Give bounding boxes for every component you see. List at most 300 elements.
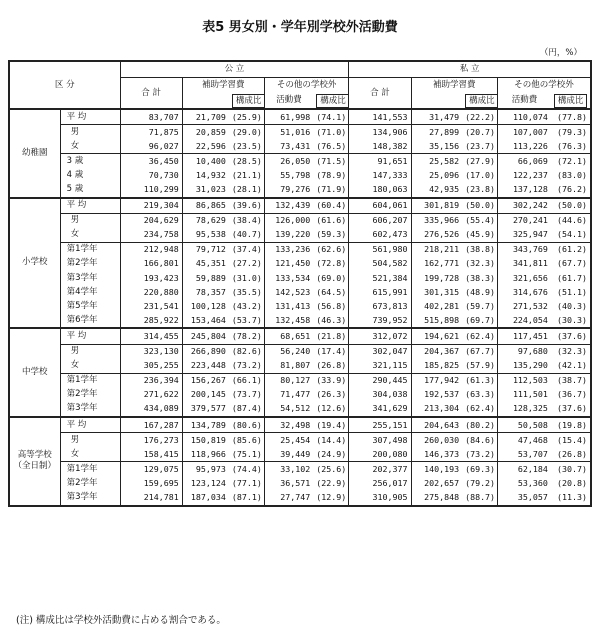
public-tutoring-ratio-cell: (73.2) bbox=[229, 359, 265, 374]
private-other-ratio-cell: (61.2) bbox=[551, 242, 591, 257]
row-label: 第6学年 bbox=[60, 313, 120, 328]
private-tutoring-ratio-cell: (27.9) bbox=[462, 154, 498, 169]
public-other-cell: 81,807 bbox=[264, 359, 313, 374]
row-label: 第2学年 bbox=[60, 257, 120, 271]
private-other-ratio-cell: (32.3) bbox=[551, 344, 591, 359]
row-label: 平 均 bbox=[60, 328, 120, 344]
public-tutoring-ratio-cell: (75.1) bbox=[229, 447, 265, 462]
public-tutoring-cell: 21,709 bbox=[182, 109, 229, 125]
public-other-ratio-cell: (78.9) bbox=[313, 168, 349, 182]
private-other-ratio-cell: (37.6) bbox=[551, 402, 591, 417]
private-tutoring-cell: 202,657 bbox=[411, 476, 462, 490]
table-row bbox=[9, 299, 591, 313]
private-other-ratio-cell: (79.3) bbox=[551, 125, 591, 140]
public-total-cell: 271,622 bbox=[120, 388, 182, 402]
public-other-cell: 133,236 bbox=[264, 242, 313, 257]
private-other-ratio-cell: (30.7) bbox=[551, 462, 591, 477]
private-other-cell: 341,811 bbox=[498, 257, 551, 271]
row-label: 第2学年 bbox=[60, 476, 120, 490]
private-other-cell: 321,656 bbox=[498, 271, 551, 285]
private-tutoring-cell: 335,966 bbox=[411, 213, 462, 228]
table-body bbox=[9, 109, 591, 506]
private-tutoring-cell: 276,526 bbox=[411, 228, 462, 243]
public-tutoring-ratio-cell: (38.4) bbox=[229, 213, 265, 228]
public-other-cell: 79,276 bbox=[264, 182, 313, 197]
public-tutoring-ratio-cell: (43.2) bbox=[229, 299, 265, 313]
table-row bbox=[9, 168, 591, 182]
table-row bbox=[9, 242, 591, 257]
public-other-ratio-cell: (76.5) bbox=[313, 139, 349, 154]
public-tutoring-header: 補助学習費 bbox=[182, 78, 264, 94]
private-tutoring-cell: 260,030 bbox=[411, 433, 462, 448]
private-tutoring-cell: 25,582 bbox=[411, 154, 462, 169]
private-total-cell: 321,115 bbox=[349, 359, 411, 374]
private-other-ratio-cell: (76.3) bbox=[551, 139, 591, 154]
private-tutoring-cell: 218,211 bbox=[411, 242, 462, 257]
public-other-ratio-cell: (71.0) bbox=[313, 125, 349, 140]
public-total-cell: 110,299 bbox=[120, 182, 182, 197]
private-total-cell: 307,498 bbox=[349, 433, 411, 448]
private-total-cell: 341,629 bbox=[349, 402, 411, 417]
private-other-cell: 137,128 bbox=[498, 182, 551, 197]
private-tutoring-ratio-cell: (45.9) bbox=[462, 228, 498, 243]
row-label: 女 bbox=[60, 359, 120, 374]
private-other-ratio-cell: (19.8) bbox=[551, 417, 591, 433]
public-tutoring-ratio-cell: (74.4) bbox=[229, 462, 265, 477]
public-total-cell: 71,875 bbox=[120, 125, 182, 140]
private-tutoring-cell: 204,367 bbox=[411, 344, 462, 359]
public-other-cell: 131,413 bbox=[264, 299, 313, 313]
public-total-cell: 212,948 bbox=[120, 242, 182, 257]
row-label: 男 bbox=[60, 344, 120, 359]
row-label: 第2学年 bbox=[60, 388, 120, 402]
public-total-cell: 36,450 bbox=[120, 154, 182, 169]
private-tutoring-ratio-cell: (50.0) bbox=[462, 198, 498, 214]
private-header: 私 立 bbox=[349, 61, 591, 78]
private-tutoring-cell: 31,479 bbox=[411, 109, 462, 125]
group-label: 小学校 bbox=[9, 198, 60, 329]
private-other-ratio-cell: (50.0) bbox=[551, 198, 591, 214]
private-tutoring-ratio-cell: (69.7) bbox=[462, 313, 498, 328]
private-other-header: その他の学校外 bbox=[498, 78, 591, 94]
private-other-ratio-cell: (37.6) bbox=[551, 328, 591, 344]
public-header: 公 立 bbox=[120, 61, 349, 78]
private-other-cell: 270,241 bbox=[498, 213, 551, 228]
public-tutoring-ratio-cell: (28.5) bbox=[229, 154, 265, 169]
row-label: 第3学年 bbox=[60, 402, 120, 417]
public-other-ratio-cell: (61.6) bbox=[313, 213, 349, 228]
public-other-cell: 33,102 bbox=[264, 462, 313, 477]
public-total-cell: 220,880 bbox=[120, 285, 182, 299]
private-total-cell: 91,651 bbox=[349, 154, 411, 169]
public-other-cell: 80,127 bbox=[264, 373, 313, 388]
row-label: 男 bbox=[60, 213, 120, 228]
private-tutoring-cell: 140,193 bbox=[411, 462, 462, 477]
public-other-ratio-cell: (21.8) bbox=[313, 328, 349, 344]
table-row bbox=[9, 359, 591, 374]
private-total-cell: 200,080 bbox=[349, 447, 411, 462]
group-label: 高等学校 （全日制） bbox=[9, 417, 60, 506]
public-total-cell: 231,541 bbox=[120, 299, 182, 313]
public-other-cell: 39,449 bbox=[264, 447, 313, 462]
private-other-ratio-cell: (40.3) bbox=[551, 299, 591, 313]
public-other-cell: 133,534 bbox=[264, 271, 313, 285]
row-label: 第5学年 bbox=[60, 299, 120, 313]
private-total-cell: 255,151 bbox=[349, 417, 411, 433]
public-tutoring-ratio-cell: (40.7) bbox=[229, 228, 265, 243]
private-other-cell: 314,676 bbox=[498, 285, 551, 299]
public-total-cell: 158,415 bbox=[120, 447, 182, 462]
private-tutoring-ratio-cell: (67.7) bbox=[462, 344, 498, 359]
public-other-ratio-cell: (56.8) bbox=[313, 299, 349, 313]
table-row bbox=[9, 433, 591, 448]
private-total-cell: 302,047 bbox=[349, 344, 411, 359]
table-row bbox=[9, 313, 591, 328]
public-tutoring-cell: 153,464 bbox=[182, 313, 229, 328]
private-tutoring-cell: 162,771 bbox=[411, 257, 462, 271]
private-tutoring-ratio-cell: (57.9) bbox=[462, 359, 498, 374]
private-tutoring-cell: 146,373 bbox=[411, 447, 462, 462]
public-tutoring-cell: 59,889 bbox=[182, 271, 229, 285]
public-total-cell: 214,781 bbox=[120, 490, 182, 505]
public-other-cell: 68,651 bbox=[264, 328, 313, 344]
private-other-ratio-cell: (44.6) bbox=[551, 213, 591, 228]
public-total-cell: 236,394 bbox=[120, 373, 182, 388]
row-label: 男 bbox=[60, 125, 120, 140]
public-total-cell: 285,922 bbox=[120, 313, 182, 328]
private-tutoring-ratio-cell: (32.3) bbox=[462, 257, 498, 271]
public-tutoring-cell: 134,789 bbox=[182, 417, 229, 433]
row-label: 4 歳 bbox=[60, 168, 120, 182]
public-total-cell: 129,075 bbox=[120, 462, 182, 477]
private-tutoring-ratio-cell: (38.3) bbox=[462, 271, 498, 285]
public-other-ratio-cell: (14.4) bbox=[313, 433, 349, 448]
public-tutoring-cell: 150,819 bbox=[182, 433, 229, 448]
public-tutoring-ratio-cell: (39.6) bbox=[229, 198, 265, 214]
private-tutoring-ratio-cell: (80.2) bbox=[462, 417, 498, 433]
row-label: 第4学年 bbox=[60, 285, 120, 299]
public-other-cell: 36,571 bbox=[264, 476, 313, 490]
public-tutoring-ratio-cell: (53.7) bbox=[229, 313, 265, 328]
row-label: 3 歳 bbox=[60, 154, 120, 169]
table-row bbox=[9, 271, 591, 285]
private-other-cell: 224,054 bbox=[498, 313, 551, 328]
private-total-cell: 739,952 bbox=[349, 313, 411, 328]
public-tutoring-ratio-cell: (80.6) bbox=[229, 417, 265, 433]
public-other-ratio-cell: (17.4) bbox=[313, 344, 349, 359]
private-other-ratio-cell: (15.4) bbox=[551, 433, 591, 448]
table-row bbox=[9, 125, 591, 140]
public-total-cell: 314,455 bbox=[120, 328, 182, 344]
public-other-cell: 142,523 bbox=[264, 285, 313, 299]
public-tutoring-ratio-cell: (23.5) bbox=[229, 139, 265, 154]
private-total-cell: 148,382 bbox=[349, 139, 411, 154]
private-tutoring-cell: 42,935 bbox=[411, 182, 462, 197]
table-row bbox=[9, 417, 591, 433]
private-tutoring-cell: 199,728 bbox=[411, 271, 462, 285]
private-tutoring-cell: 301,315 bbox=[411, 285, 462, 299]
private-tutoring-ratio-cell: (79.2) bbox=[462, 476, 498, 490]
row-label: 女 bbox=[60, 447, 120, 462]
public-other-ratio-cell: (19.4) bbox=[313, 417, 349, 433]
public-other-cell: 51,016 bbox=[264, 125, 313, 140]
private-tutoring-ratio-cell: (23.8) bbox=[462, 182, 498, 197]
public-tutoring-ratio-cell: (66.1) bbox=[229, 373, 265, 388]
private-tutoring-ratio-cell: (88.7) bbox=[462, 490, 498, 505]
public-total-cell: 83,707 bbox=[120, 109, 182, 125]
private-tutoring-ratio-cell: (23.7) bbox=[462, 139, 498, 154]
public-other-cell: 126,000 bbox=[264, 213, 313, 228]
table-row bbox=[9, 228, 591, 243]
private-other-cell: 122,237 bbox=[498, 168, 551, 182]
private-total-cell: 673,813 bbox=[349, 299, 411, 313]
public-other-cell: 27,747 bbox=[264, 490, 313, 505]
private-other-cell: 112,503 bbox=[498, 373, 551, 388]
private-other-cell: 66,069 bbox=[498, 154, 551, 169]
private-other-ratio-cell: (72.1) bbox=[551, 154, 591, 169]
private-tutoring-cell: 27,899 bbox=[411, 125, 462, 140]
private-other-cell: 62,184 bbox=[498, 462, 551, 477]
private-other-ratio-cell: (76.2) bbox=[551, 182, 591, 197]
table-row bbox=[9, 373, 591, 388]
private-tutoring-ratio-cell: (59.7) bbox=[462, 299, 498, 313]
row-label: 男 bbox=[60, 433, 120, 448]
private-other-ratio-cell: (61.7) bbox=[551, 271, 591, 285]
private-tutoring-ratio-cell: (61.3) bbox=[462, 373, 498, 388]
activity-expense-table bbox=[8, 60, 592, 507]
row-label: 5 歳 bbox=[60, 182, 120, 197]
private-other-cell: 107,007 bbox=[498, 125, 551, 140]
public-total-cell: 167,287 bbox=[120, 417, 182, 433]
public-other-ratio-cell: (24.9) bbox=[313, 447, 349, 462]
ratio-header: 構成比 bbox=[465, 94, 498, 108]
private-other-cell: 53,707 bbox=[498, 447, 551, 462]
public-other-ratio-cell: (26.3) bbox=[313, 388, 349, 402]
public-other-cell: 26,050 bbox=[264, 154, 313, 169]
private-tutoring-cell: 213,304 bbox=[411, 402, 462, 417]
private-other-ratio-cell: (30.3) bbox=[551, 313, 591, 328]
private-tutoring-ratio-cell: (63.3) bbox=[462, 388, 498, 402]
private-total-cell: 504,582 bbox=[349, 257, 411, 271]
private-other-cell: 325,947 bbox=[498, 228, 551, 243]
public-other-cell: 54,512 bbox=[264, 402, 313, 417]
private-total-cell: 256,017 bbox=[349, 476, 411, 490]
private-total-cell: 310,905 bbox=[349, 490, 411, 505]
private-tutoring-cell: 35,156 bbox=[411, 139, 462, 154]
private-tutoring-cell: 185,825 bbox=[411, 359, 462, 374]
public-total-cell: 434,089 bbox=[120, 402, 182, 417]
table-row bbox=[9, 462, 591, 477]
private-other-cell: 271,532 bbox=[498, 299, 551, 313]
public-tutoring-ratio-cell: (87.4) bbox=[229, 402, 265, 417]
public-tutoring-cell: 86,865 bbox=[182, 198, 229, 214]
public-tutoring-ratio-cell: (77.1) bbox=[229, 476, 265, 490]
public-total-cell: 204,629 bbox=[120, 213, 182, 228]
private-tutoring-ratio-cell: (84.6) bbox=[462, 433, 498, 448]
public-other-ratio-cell: (60.4) bbox=[313, 198, 349, 214]
private-total-cell: 615,991 bbox=[349, 285, 411, 299]
public-tutoring-ratio-cell: (31.0) bbox=[229, 271, 265, 285]
private-other-ratio-cell: (42.1) bbox=[551, 359, 591, 374]
public-total-cell: 70,730 bbox=[120, 168, 182, 182]
public-tutoring-cell: 245,804 bbox=[182, 328, 229, 344]
public-total-cell: 323,130 bbox=[120, 344, 182, 359]
private-tutoring-ratio-cell: (73.2) bbox=[462, 447, 498, 462]
public-other-ratio-cell: (62.6) bbox=[313, 242, 349, 257]
private-tutoring-ratio-cell: (62.4) bbox=[462, 328, 498, 344]
table-row bbox=[9, 182, 591, 197]
table-row bbox=[9, 198, 591, 214]
private-tutoring-cell: 192,537 bbox=[411, 388, 462, 402]
row-label: 平 均 bbox=[60, 109, 120, 125]
public-tutoring-ratio-cell: (28.1) bbox=[229, 182, 265, 197]
private-tutoring-cell: 275,848 bbox=[411, 490, 462, 505]
public-other-ratio-cell: (69.0) bbox=[313, 271, 349, 285]
public-other-ratio-cell: (71.9) bbox=[313, 182, 349, 197]
private-tutoring-cell: 25,096 bbox=[411, 168, 462, 182]
public-tutoring-cell: 95,538 bbox=[182, 228, 229, 243]
row-label: 女 bbox=[60, 139, 120, 154]
table-row bbox=[9, 328, 591, 344]
public-tutoring-cell: 31,023 bbox=[182, 182, 229, 197]
public-tutoring-cell: 223,448 bbox=[182, 359, 229, 374]
public-tutoring-cell: 100,128 bbox=[182, 299, 229, 313]
public-tutoring-ratio-cell: (37.4) bbox=[229, 242, 265, 257]
unit-label: （円，%） bbox=[539, 48, 582, 58]
private-tutoring-cell: 301,819 bbox=[411, 198, 462, 214]
private-tutoring-ratio-cell: (55.4) bbox=[462, 213, 498, 228]
private-other-ratio-cell: (11.3) bbox=[551, 490, 591, 505]
table-row bbox=[9, 139, 591, 154]
row-label: 第3学年 bbox=[60, 271, 120, 285]
table-row bbox=[9, 154, 591, 169]
table-title: 表5 男女別・学年別学校外活動費 bbox=[202, 20, 398, 35]
ratio-header: 構成比 bbox=[232, 94, 265, 108]
private-tutoring-ratio-cell: (17.0) bbox=[462, 168, 498, 182]
public-other-ratio-cell: (12.6) bbox=[313, 402, 349, 417]
private-tutoring-cell: 515,898 bbox=[411, 313, 462, 328]
row-label: 女 bbox=[60, 228, 120, 243]
private-other-cell: 47,468 bbox=[498, 433, 551, 448]
private-tutoring-cell: 177,942 bbox=[411, 373, 462, 388]
private-tutoring-ratio-cell: (69.3) bbox=[462, 462, 498, 477]
private-other-ratio-cell: (20.8) bbox=[551, 476, 591, 490]
public-other-cell: 32,498 bbox=[264, 417, 313, 433]
public-other-ratio-cell: (22.9) bbox=[313, 476, 349, 490]
private-total-cell: 180,063 bbox=[349, 182, 411, 197]
public-other-cell: 55,798 bbox=[264, 168, 313, 182]
private-total-cell: 312,072 bbox=[349, 328, 411, 344]
private-total-cell: 606,207 bbox=[349, 213, 411, 228]
row-label: 第1学年 bbox=[60, 242, 120, 257]
public-other-cell: 139,220 bbox=[264, 228, 313, 243]
public-tutoring-ratio-cell: (87.1) bbox=[229, 490, 265, 505]
public-other-ratio-cell: (64.5) bbox=[313, 285, 349, 299]
public-tutoring-cell: 45,351 bbox=[182, 257, 229, 271]
private-other-cell: 97,680 bbox=[498, 344, 551, 359]
private-other-ratio-cell: (36.7) bbox=[551, 388, 591, 402]
group-label: 幼稚園 bbox=[9, 109, 60, 198]
private-other-ratio-cell: (38.7) bbox=[551, 373, 591, 388]
row-label: 平 均 bbox=[60, 198, 120, 214]
public-tutoring-cell: 78,629 bbox=[182, 213, 229, 228]
public-tutoring-cell: 10,400 bbox=[182, 154, 229, 169]
public-tutoring-cell: 79,712 bbox=[182, 242, 229, 257]
public-other-cell: 132,458 bbox=[264, 313, 313, 328]
public-other-cell: 121,450 bbox=[264, 257, 313, 271]
row-label: 第1学年 bbox=[60, 373, 120, 388]
table-row bbox=[9, 490, 591, 505]
public-tutoring-cell: 118,966 bbox=[182, 447, 229, 462]
public-other-activity-header: 活動費 bbox=[264, 93, 313, 109]
table-row bbox=[9, 109, 591, 125]
public-tutoring-cell: 78,357 bbox=[182, 285, 229, 299]
private-other-ratio-cell: (77.8) bbox=[551, 109, 591, 125]
footnote: (注) 構成比は学校外活動費に占める割合である。 bbox=[16, 615, 226, 626]
public-total-cell: 159,695 bbox=[120, 476, 182, 490]
private-other-cell: 128,325 bbox=[498, 402, 551, 417]
public-total-cell: 193,423 bbox=[120, 271, 182, 285]
public-other-ratio-cell: (72.8) bbox=[313, 257, 349, 271]
private-tutoring-ratio-cell: (20.7) bbox=[462, 125, 498, 140]
private-total-cell: 147,333 bbox=[349, 168, 411, 182]
public-total-cell: 219,304 bbox=[120, 198, 182, 214]
private-tutoring-cell: 402,281 bbox=[411, 299, 462, 313]
public-tutoring-cell: 95,973 bbox=[182, 462, 229, 477]
public-total-header: 合 計 bbox=[120, 78, 182, 110]
category-header: 区 分 bbox=[9, 61, 120, 109]
public-tutoring-ratio-cell: (73.7) bbox=[229, 388, 265, 402]
private-total-cell: 561,980 bbox=[349, 242, 411, 257]
public-other-cell: 132,439 bbox=[264, 198, 313, 214]
public-tutoring-ratio-cell: (78.2) bbox=[229, 328, 265, 344]
private-tutoring-ratio-cell: (48.9) bbox=[462, 285, 498, 299]
public-tutoring-ratio-cell: (29.0) bbox=[229, 125, 265, 140]
private-other-cell: 135,290 bbox=[498, 359, 551, 374]
private-other-cell: 110,074 bbox=[498, 109, 551, 125]
row-label: 第3学年 bbox=[60, 490, 120, 505]
public-other-ratio-cell: (26.8) bbox=[313, 359, 349, 374]
public-other-ratio-cell: (71.5) bbox=[313, 154, 349, 169]
public-other-ratio-cell: (25.6) bbox=[313, 462, 349, 477]
public-tutoring-ratio-cell: (85.6) bbox=[229, 433, 265, 448]
private-other-ratio-cell: (26.8) bbox=[551, 447, 591, 462]
private-tutoring-cell: 204,643 bbox=[411, 417, 462, 433]
public-total-cell: 234,758 bbox=[120, 228, 182, 243]
private-total-cell: 602,473 bbox=[349, 228, 411, 243]
private-total-cell: 521,384 bbox=[349, 271, 411, 285]
private-tutoring-ratio-cell: (62.4) bbox=[462, 402, 498, 417]
public-tutoring-ratio-cell: (25.9) bbox=[229, 109, 265, 125]
public-other-ratio-cell: (12.9) bbox=[313, 490, 349, 505]
public-other-header: その他の学校外 bbox=[264, 78, 348, 94]
private-other-cell: 117,451 bbox=[498, 328, 551, 344]
table-row bbox=[9, 447, 591, 462]
private-total-cell: 604,061 bbox=[349, 198, 411, 214]
table-row bbox=[9, 402, 591, 417]
private-other-activity-header: 活動費 bbox=[498, 93, 551, 109]
row-label: 平 均 bbox=[60, 417, 120, 433]
public-tutoring-cell: 22,596 bbox=[182, 139, 229, 154]
ratio-header: 構成比 bbox=[554, 94, 588, 108]
public-other-cell: 61,998 bbox=[264, 109, 313, 125]
public-tutoring-ratio-cell: (27.2) bbox=[229, 257, 265, 271]
public-tutoring-ratio-cell: (82.6) bbox=[229, 344, 265, 359]
public-tutoring-ratio-cell: (35.5) bbox=[229, 285, 265, 299]
private-other-ratio-cell: (67.7) bbox=[551, 257, 591, 271]
public-total-cell: 166,801 bbox=[120, 257, 182, 271]
public-tutoring-cell: 14,932 bbox=[182, 168, 229, 182]
